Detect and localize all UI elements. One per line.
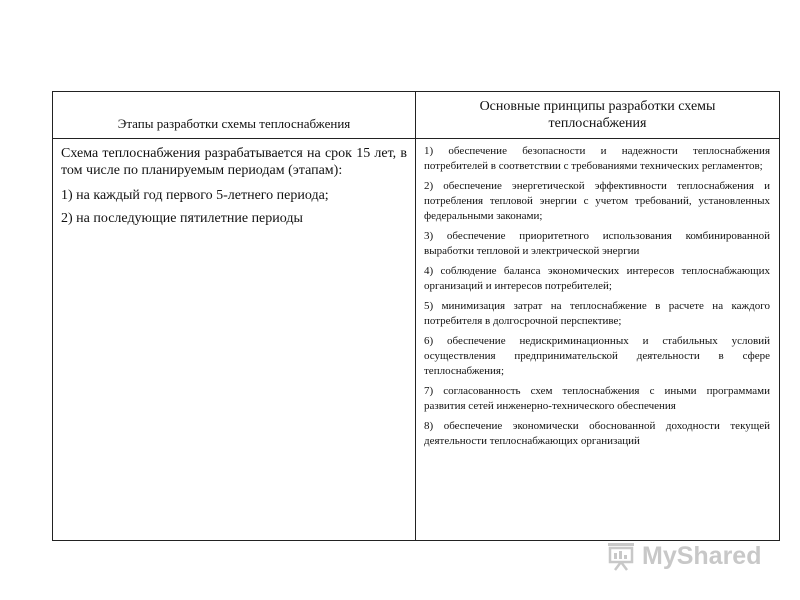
header-principles	[416, 92, 779, 138]
watermark-text: MyShared	[642, 541, 762, 570]
principles-table	[52, 91, 780, 541]
principle-item: 8) обеспечение экономически обоснованной доходности текущей деятельности теплоснабжающих организаций	[424, 420, 770, 447]
principle-item: 6) обеспечение недискриминационных и стабильных условий осуществления предпринимательской деятельности в сфере теплоснабжения;	[424, 335, 770, 377]
stages-intro: Схема теплоснабжения разрабатывается на срок 15 лет, в том числе по планируемым периодам (этапам):	[61, 146, 407, 178]
principle-item: 5) минимизация затрат на теплоснабжение в расчете на каждого потребителя в долгосрочной перспективе;	[424, 300, 770, 327]
stages-cell	[53, 139, 415, 233]
stage-item: 1) на каждый год первого 5-летнего периода;	[61, 188, 329, 203]
principle-item: 1) обеспечение безопасности и надежности теплоснабжения потребителей в соответствии с требованиями технических регламентов;	[424, 145, 770, 172]
myshared-watermark	[606, 538, 761, 574]
principle-item: 4) соблюдение баланса экономических интересов теплоснабжающих организаций и интересов потребителей;	[424, 265, 770, 292]
projector-screen-icon	[606, 540, 636, 572]
header-stages	[53, 92, 415, 138]
stage-item: 2) на последующие пятилетние периоды	[61, 211, 303, 226]
principle-item: 7) согласованность схем теплоснабжения с иными программами развития сетей инженерно-технического обеспечения	[424, 385, 770, 412]
header-stages-label: Этапы разработки схемы теплоснабжения	[117, 116, 351, 131]
principles-cell	[416, 139, 779, 454]
header-principles-label: Основные принципы разработки схемы теплоснабжения	[479, 99, 716, 131]
principle-item: 2) обеспечение энергетической эффективности теплоснабжения и потребления тепловой энергии с учетом требований, установленных федеральными законами;	[424, 180, 770, 222]
principle-item: 3) обеспечение приоритетного использования комбинированной выработки тепловой и электрической энергии	[424, 230, 770, 257]
